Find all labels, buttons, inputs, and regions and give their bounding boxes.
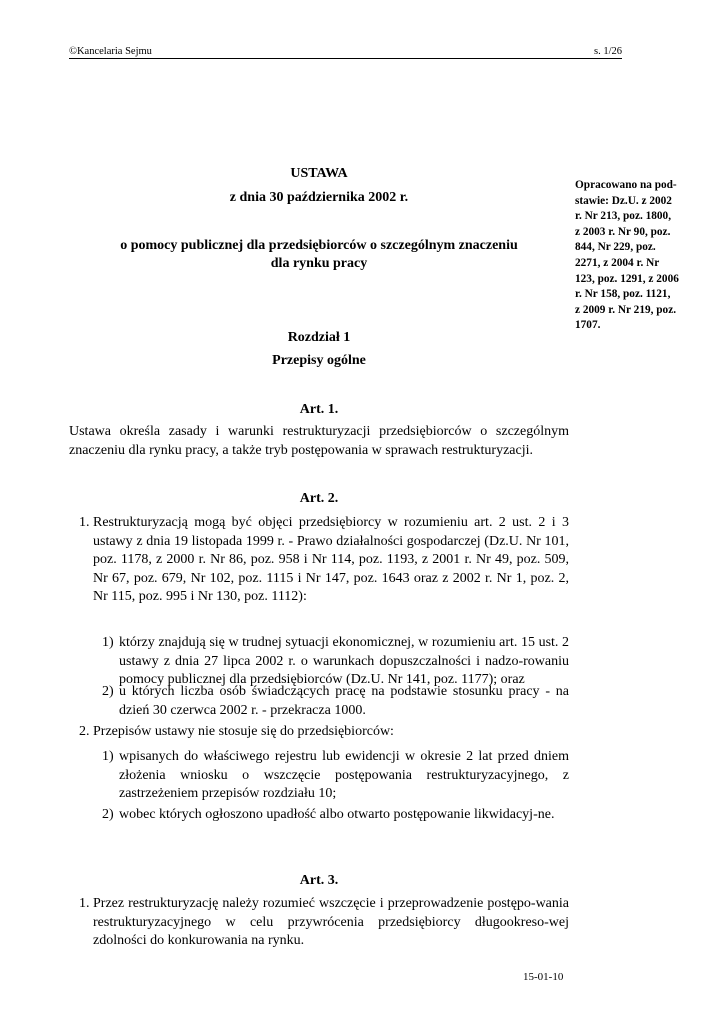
art2-heading: Art. 2. bbox=[299, 491, 339, 506]
art2-p1-item1-text: którzy znajdują się w trudnej sytuacji ekonomicznej, w rozumieniu art. 15 ust. 2 ustawy z dnia 27 lipca 2002 r. o warunkach dopuszczalności i nadzo-rowaniu pomocy publicznej dla przedsiębiorców (Dz.U. Nr 141, poz. 1177); oraz bbox=[119, 635, 569, 687]
art2-p2-item2-number: 2) bbox=[102, 807, 114, 822]
art2-p2-number: 2. bbox=[79, 724, 90, 739]
art2-p2-text: Przepisów ustawy nie stosuje się do przedsiębiorców: bbox=[93, 724, 394, 739]
chapter-name: Przepisy ogólne bbox=[272, 353, 366, 368]
source-note: Opracowano na pod- stawie: Dz.U. z 2002 r. Nr 213, poz. 1800, z 2003 r. Nr 90, poz. 844, Nr 229, poz. 2271, z 2004 r. Nr 123, poz. 1291, z 2006 r. Nr 158, poz. 1121, z 2009 r. Nr 219, poz. 1707. bbox=[575, 179, 679, 332]
art2-p1-item2-number: 2) bbox=[102, 684, 114, 699]
art3-p1-number: 1. bbox=[79, 896, 90, 911]
act-date: z dnia 30 października 2002 r. bbox=[229, 190, 409, 205]
art2-p2-item2-text: wobec których ogłoszono upadłość albo otwarto postępowanie likwidacyj-ne. bbox=[119, 807, 555, 822]
page-header bbox=[69, 46, 622, 59]
art2-p2-item1-text: wpisanych do właściwego rejestru lub ewidencji w okresie 2 lat przed dniem złożenia wniosku o wszczęcie postępowania restrukturyzacyjnego, z zastrzeżeniem przepisów rozdziału 10; bbox=[119, 749, 569, 801]
header-page-number: s. 1/26 bbox=[593, 46, 622, 57]
chapter-number: Rozdział 1 bbox=[287, 330, 351, 345]
art2-p1-text: Restrukturyzacją mogą być objęci przedsiębiorcy w rozumieniu art. 2 ust. 2 i 3 ustawy z dnia 19 listopada 1999 r. - Prawo działalności gospodarczej (Dz.U. Nr 101, poz. 1178, z 2000 r. Nr 86, poz. 958 i Nr 114, poz. 1193, z 2001 r. Nr 49, poz. 509, Nr 67, poz. 679, Nr 102, poz. 1115 i Nr 147, poz. 1643 oraz z 2002 r. Nr 1, poz. 2, Nr 115, poz. 995 i Nr 130, poz. 1112): bbox=[93, 515, 569, 604]
act-subject-line1: o pomocy publicznej dla przedsiębiorców o szczególnym znaczeniu bbox=[120, 238, 518, 253]
art1-heading: Art. 1. bbox=[299, 402, 339, 417]
art3-heading: Art. 3. bbox=[299, 873, 339, 888]
art2-p2-item1-number: 1) bbox=[102, 749, 114, 764]
footer-date: 15-01-10 bbox=[523, 971, 564, 983]
act-subject-line2: dla rynku pracy bbox=[270, 256, 368, 271]
art3-p1-text: Przez restrukturyzację należy rozumieć wszczęcie i przeprowadzenie postępo-wania restrukturyzacyjnego w celu przywrócenia przedsiębiorcy długookreso-wej zdolności do konkurowania na rynku. bbox=[93, 896, 569, 948]
art2-p1-item2-text: u których liczba osób świadczących pracę na podstawie stosunku pracy - na dzień 30 czerwca 2002 r. - przekracza 1000. bbox=[119, 684, 569, 718]
art2-p1-item1-number: 1) bbox=[102, 635, 114, 650]
header-source: ©Kancelaria Sejmu bbox=[69, 46, 152, 57]
act-type: USTAWA bbox=[290, 166, 348, 181]
art1-text: Ustawa określa zasady i warunki restrukturyzacji przedsiębiorców o szczególnym znaczeniu dla rynku pracy, a także tryb postępowania w sprawach restrukturyzacji. bbox=[69, 424, 569, 458]
art2-p1-number: 1. bbox=[79, 515, 90, 530]
